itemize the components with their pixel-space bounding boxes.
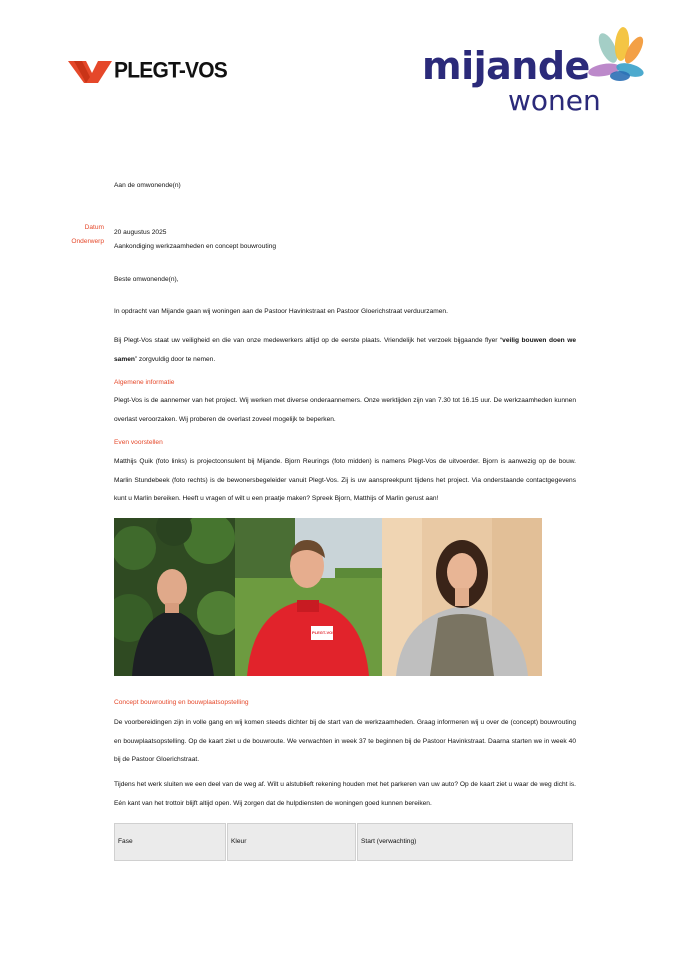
safety-text-a: Bij Plegt-Vos staat uw veiligheid en die van onze medewerkers altijd op de eerste plaats. Vriendelijk het verzoek bijgaande flyer “ [114,337,503,344]
butterfly-petals-icon [586,26,652,92]
heading-routing: Concept bouwrouting en bouwplaatsopstelling [114,699,249,706]
date-label: Datum [84,224,104,231]
plegt-vos-logo [68,58,227,84]
wonen-wordmark: wonen [508,84,601,117]
header-label: Kleur [231,838,247,845]
plegt-vos-wordmark: PLEGT-VOS [114,58,227,83]
recipient-line: Aan de omwonende(n) [114,182,181,189]
paragraph-introductions: Matthijs Quik (foto links) is projectconsulent bij Mijande. Bjorn Reurings (foto midden) is namens Plegt-Vos de uitvoerder. Bjorn is aanwezig op de bouw. Marlin Stundebeek (foto rechts) is de bewonersbegeleider vanuit Plegt-Vos. Zij is uw aanspreekpunt tijdens het project. Via onderstaande contactgegevens kunt u Marlin bereiken. Heeft u vragen of wilt u een praatje maken? Spreek Bjorn, Matthijs of Marlin gerust aan! [114,458,576,502]
salutation: Beste omwonende(n), [114,276,179,283]
shirt-badge: PLEGT-VOS [312,630,335,635]
paragraph-general-info: Plegt-Vos is de aannemer van het project. Wij werken met diverse onderaannemers. Onze werktijden zijn van 7.30 tot 16.15 uur. De werkzaamheden kunnen overlast veroorzaken. Wij proberen de overlast zoveel mogelijk te beperken. [114,397,576,423]
paragraph-routing: De voorbereidingen zijn in volle gang en wij komen steeds dichter bij de start van de werkzaamheden. Graag informeren wij u over de (concept) bouwrouting en bouwplaatsopstelling. Op de kaart ziet u de bouwroute. We verwachten in week 37 te beginnen bij de Pastoor Havinkstraat. Daarna starten we in week 40 bij de Pastoor Gloerichstraat. [114,719,576,763]
subject-value: Aankondiging werkzaamheden en concept bouwrouting [114,243,277,250]
photo-marlin [382,518,542,676]
header-label: Start (verwachting) [361,838,417,845]
photo-bjorn [235,518,382,676]
heading-general-info: Algemene informatie [114,379,175,386]
paragraph-road-closure: Tijdens het werk sluiten we een deel van de weg af. Wilt u alstublieft rekening houden met het parkeren van uw auto? Op de kaart ziet u waar de weg dicht is. Eén kant van het trottoir blijft altijd open. Wij zorgen dat de hulpdiensten de woningen goed kunnen bereiken. [114,781,576,807]
paragraph-safety [114,332,576,369]
safety-text-b: ” zorgvuldig door te nemen. [134,355,216,363]
header-label: Fase [118,838,133,845]
heading-introductions: Even voorstellen [114,439,163,446]
safety-flyer-title: veilig bouwen doen we samen [114,337,576,363]
mijande-wordmark: mijande [422,44,590,88]
mijande-wonen-logo [418,44,658,124]
plegt-vos-mark-icon [68,59,112,83]
photo-matthijs [114,518,235,676]
table-header-start [357,823,573,861]
subject-label: Onderwerp [71,238,104,245]
date-value: 20 augustus 2025 [114,229,167,236]
table-header-kleur [227,823,356,861]
table-header-fase [114,823,226,861]
paragraph-intro: In opdracht van Mijande gaan wij woningen aan de Pastoor Havinkstraat en Pastoor Gloerichstraat verduurzamen. [114,308,448,315]
